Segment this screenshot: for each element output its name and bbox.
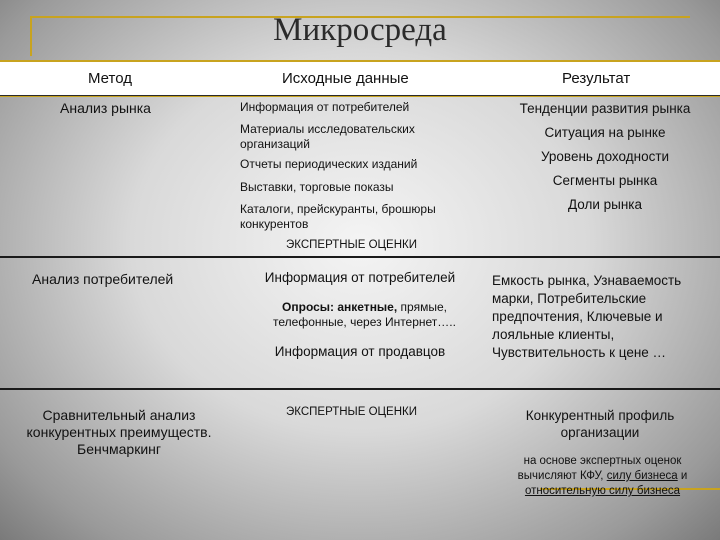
row3-note-prefix: на основе экспертных оценок вычисляют КФУ, — [517, 455, 682, 482]
row1-result-1: Тенденции развития рынка — [519, 101, 691, 116]
row2-result: Емкость рынка, Узнаваемость марки, Потребительские предпочтения, Ключевые и лояльные клиенты, Чувствительность к цене … — [492, 273, 682, 360]
slide-title: Микросреда — [273, 12, 447, 48]
row3-note-link-relative-strength: относительную силу бизнеса — [524, 485, 681, 497]
row3-note-link-business-strength: силу бизнеса — [606, 470, 678, 482]
header-input: Исходные данные — [282, 70, 409, 87]
row1-result-2: Ситуация на рынке — [544, 125, 666, 140]
row1-input-1: Информация от потребителей — [240, 100, 410, 114]
header-method: Метод — [88, 70, 132, 87]
row2-surveys — [252, 300, 477, 330]
row-separator-2 — [0, 388, 720, 390]
row3-method: Сравнительный анализ конкурентных преимуществ. Бенчмаркинг — [26, 407, 212, 457]
row1-input-3: Отчеты периодических изданий — [240, 157, 418, 171]
row2-surveys-bold: Опросы: анкетные, — [282, 300, 398, 314]
row1-result-4: Сегменты рынка — [552, 173, 658, 188]
row3-result: Конкурентный профиль организации — [525, 408, 675, 440]
header-result: Результат — [562, 70, 631, 87]
row1-input-2: Материалы исследовательских организаций — [240, 122, 415, 151]
table-header — [0, 60, 720, 97]
row1-expert-estimates: ЭКСПЕРТНЫЕ ОЦЕНКИ — [286, 239, 417, 251]
row-separator-1 — [0, 256, 720, 258]
row2-surveys-rest: прямые, телефонные, через Интернет….. — [273, 300, 456, 329]
row1-input-4: Выставки, торговые показы — [240, 180, 394, 194]
row3-expert-estimates: ЭКСПЕРТНЫЕ ОЦЕНКИ — [286, 406, 417, 418]
header-rule — [0, 95, 720, 96]
row2-method: Анализ потребителей — [32, 271, 174, 287]
row3-note-mid: и — [677, 470, 688, 482]
row1-result-3: Уровень доходности — [540, 149, 670, 164]
row1-result-5: Доли рынка — [567, 197, 643, 212]
row3-note — [500, 454, 705, 499]
row1-input-5: Каталоги, прейскуранты, брошюры конкурентов — [240, 202, 436, 231]
row2-input-1: Информация от потребителей — [264, 270, 456, 285]
row1-method: Анализ рынка — [60, 100, 151, 116]
row2-input-3: Информация от продавцов — [274, 344, 446, 359]
